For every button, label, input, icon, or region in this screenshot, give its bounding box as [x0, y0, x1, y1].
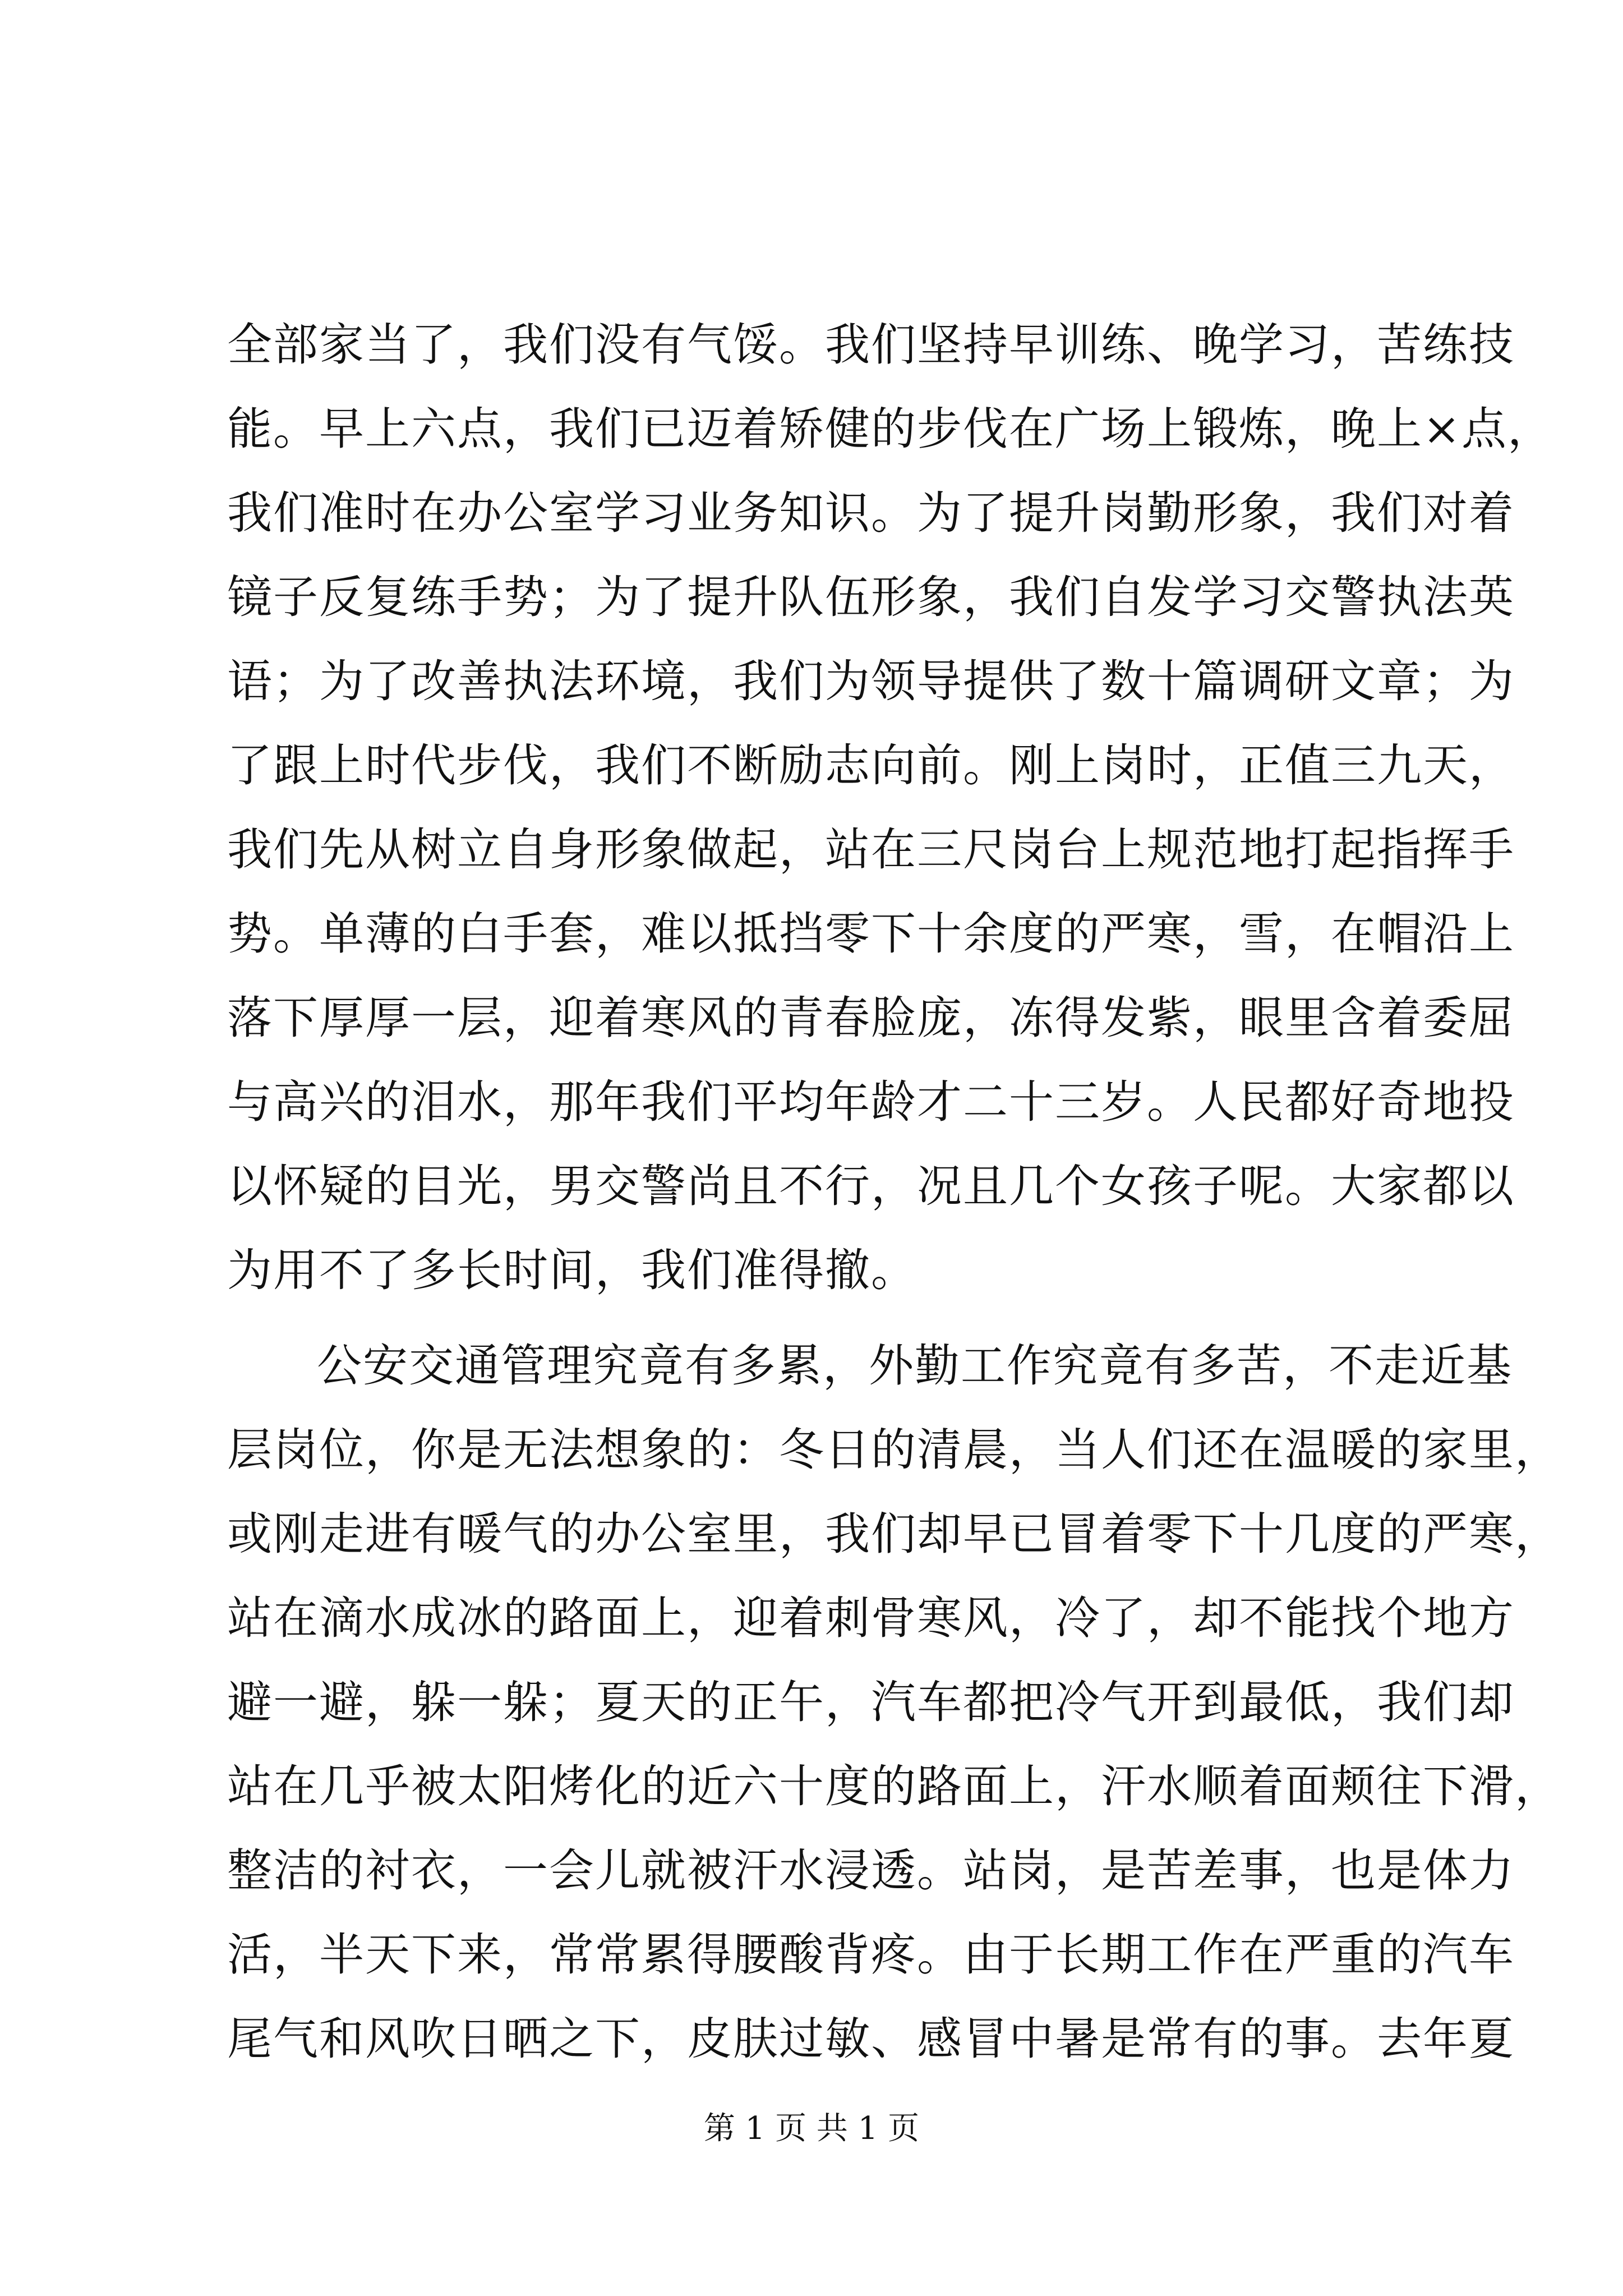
text-line: 能。早上六点，我们已迈着矫健的步伐在广场上锻炼，晚上×点， — [227, 403, 1554, 455]
text-line: 层岗位，你是无法想象的：冬日的清晨，当人们还在温暖的家里， — [227, 1424, 1561, 1476]
text-line: 尾气和风吹日晒之下，皮肤过敏、感冒中暑是常有的事。去年夏 — [227, 2013, 1515, 2065]
text-line: 了跟上时代步伐，我们不断励志向前。刚上岗时，正值三九天， — [227, 739, 1515, 792]
text-line: 语；为了改善执法环境，我们为领导提供了数十篇调研文章；为 — [227, 655, 1515, 707]
body-text — [227, 303, 1561, 2081]
text-line: 我们准时在办公室学习业务知识。为了提升岗勤形象，我们对着 — [227, 487, 1515, 539]
text-line: 或刚走进有暖气的办公室里，我们却早已冒着零下十几度的严寒， — [227, 1508, 1561, 1560]
page-footer: 第 1 页 共 1 页 — [703, 2110, 920, 2147]
paragraph-2 — [227, 1324, 1561, 2081]
paragraph-1 — [227, 303, 1554, 1313]
text-line: 活，半天下来，常常累得腰酸背疼。由于长期工作在严重的汽车 — [227, 1929, 1515, 1981]
text-line: 站在滴水成冰的路面上，迎着刺骨寒风，冷了，却不能找个地方 — [227, 1592, 1515, 1644]
text-line: 落下厚厚一层，迎着寒风的青春脸庞，冻得发紫，眼里含着委屈 — [227, 992, 1515, 1044]
text-line: 避一避，躲一躲；夏天的正午，汽车都把冷气开到最低，我们却 — [227, 1676, 1515, 1728]
text-line: 全部家当了，我们没有气馁。我们坚持早训练、晚学习，苦练技 — [227, 319, 1515, 371]
text-line: 整洁的衬衣，一会儿就被汗水浸透。站岗，是苦差事，也是体力 — [227, 1844, 1515, 1897]
text-line: 站在几乎被太阳烤化的近六十度的路面上，汗水顺着面颊往下滑， — [227, 1760, 1561, 1812]
text-line: 镜子反复练手势；为了提升队伍形象，我们自发学习交警执法英 — [227, 571, 1515, 623]
text-line: 与高兴的泪水，那年我们平均年龄才二十三岁。人民都好奇地投 — [227, 1076, 1515, 1128]
text-line: 以怀疑的目光，男交警尚且不行，况且几个女孩子呢。大家都以 — [227, 1160, 1515, 1212]
text-line: 势。单薄的白手套，难以抵挡零下十余度的严寒，雪，在帽沿上 — [227, 908, 1515, 960]
text-line: 公安交通管理究竟有多累，外勤工作究竟有多苦，不走近基 — [317, 1340, 1513, 1392]
text-line: 我们先从树立自身形象做起，站在三尺岗台上规范地打起指挥手 — [227, 823, 1515, 876]
paragraph-gap — [227, 1313, 1410, 1324]
text-line: 为用不了多长时间，我们准得撤。 — [227, 1244, 917, 1296]
